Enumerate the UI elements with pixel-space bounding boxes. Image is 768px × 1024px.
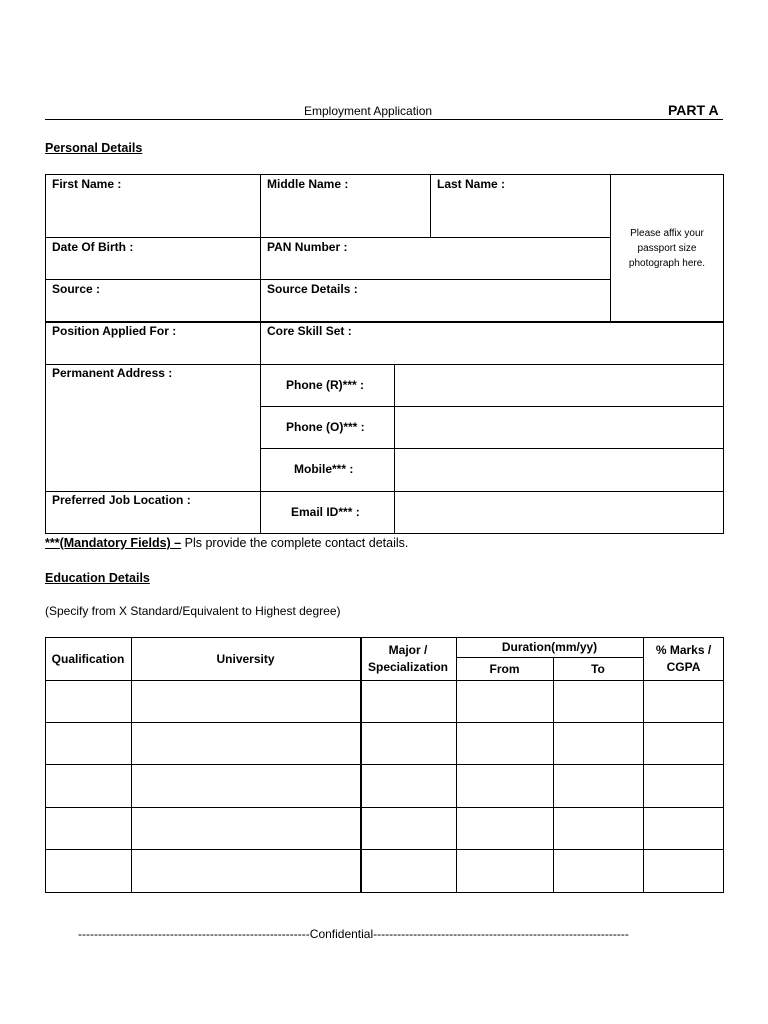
mobile-label: Mobile*** : xyxy=(294,462,354,476)
job-location-label: Preferred Job Location : xyxy=(52,493,191,507)
pan-label: PAN Number : xyxy=(267,240,348,254)
middle-name-label: Middle Name : xyxy=(267,177,349,191)
core-skill-label: Core Skill Set : xyxy=(267,324,352,338)
part-label: PART A xyxy=(668,102,719,118)
phone-o-label: Phone (O)*** : xyxy=(286,420,365,434)
header-qualification: Qualification xyxy=(51,652,125,666)
header-marks-line2: CGPA xyxy=(666,660,701,674)
row-divider xyxy=(45,764,724,765)
col-divider xyxy=(131,637,132,893)
phone-r-cell xyxy=(260,364,395,407)
personal-details-heading: Personal Details xyxy=(45,141,143,155)
education-details-heading: Education Details xyxy=(45,571,150,585)
duration-divider xyxy=(456,657,643,658)
position-field[interactable] xyxy=(45,321,261,365)
col-divider xyxy=(643,637,644,893)
email-label: Email ID*** : xyxy=(291,505,360,519)
phone-o-cell xyxy=(260,406,395,449)
form-title: Employment Application xyxy=(304,104,433,118)
mobile-cell xyxy=(260,448,395,492)
pan-field[interactable] xyxy=(260,237,611,280)
last-name-field[interactable] xyxy=(430,174,611,238)
header-to: To xyxy=(591,662,605,676)
first-name-field[interactable] xyxy=(45,174,261,238)
phone-r-label: Phone (R)*** : xyxy=(286,378,364,392)
position-label: Position Applied For : xyxy=(52,324,177,338)
mandatory-note xyxy=(45,536,408,550)
header-from: From xyxy=(489,662,520,676)
job-location-field[interactable] xyxy=(45,491,261,534)
header-major-line1: Major / xyxy=(388,643,428,657)
education-instruction: (Specify from X Standard/Equivalent to Highest degree) xyxy=(45,604,341,618)
col-divider xyxy=(553,657,554,893)
middle-name-field[interactable] xyxy=(260,174,431,238)
row-divider xyxy=(45,680,724,681)
source-field[interactable] xyxy=(45,279,261,322)
header-university: University xyxy=(216,652,275,666)
core-skill-field[interactable] xyxy=(260,321,724,365)
confidential-footer: ----------------------------------------------------------Confidential---------------------------------------------------------------- xyxy=(78,927,629,941)
row-divider xyxy=(45,849,724,850)
phone-o-input[interactable] xyxy=(394,406,724,449)
row-divider xyxy=(45,807,724,808)
dob-field[interactable] xyxy=(45,237,261,280)
source-label: Source : xyxy=(52,282,101,296)
address-field[interactable] xyxy=(45,364,261,492)
email-cell xyxy=(260,491,395,534)
address-label: Permanent Address : xyxy=(52,366,173,380)
photo-instruction-line3: photograph here. xyxy=(628,258,706,269)
row-divider xyxy=(45,722,724,723)
mandatory-fields-label: ***(Mandatory Fields) – xyxy=(45,536,182,550)
header-marks-line1: % Marks / xyxy=(655,643,712,657)
col-divider xyxy=(360,637,362,893)
mandatory-note-text: Pls provide the complete contact details. xyxy=(181,536,409,550)
photo-instruction-line1: Please affix your xyxy=(630,228,704,239)
mobile-input[interactable] xyxy=(394,448,724,492)
dob-label: Date Of Birth : xyxy=(52,240,134,254)
phone-r-input[interactable] xyxy=(394,364,724,407)
header-major-line2: Specialization xyxy=(367,660,449,674)
header-duration: Duration(mm/yy) xyxy=(501,640,598,654)
photo-box xyxy=(610,174,724,322)
first-name-label: First Name : xyxy=(52,177,122,191)
last-name-label: Last Name : xyxy=(437,177,506,191)
source-details-label: Source Details : xyxy=(267,282,358,296)
email-input[interactable] xyxy=(394,491,724,534)
header-rule xyxy=(45,119,723,120)
source-details-field[interactable] xyxy=(260,279,611,322)
photo-instruction-line2: passport size xyxy=(637,243,697,254)
